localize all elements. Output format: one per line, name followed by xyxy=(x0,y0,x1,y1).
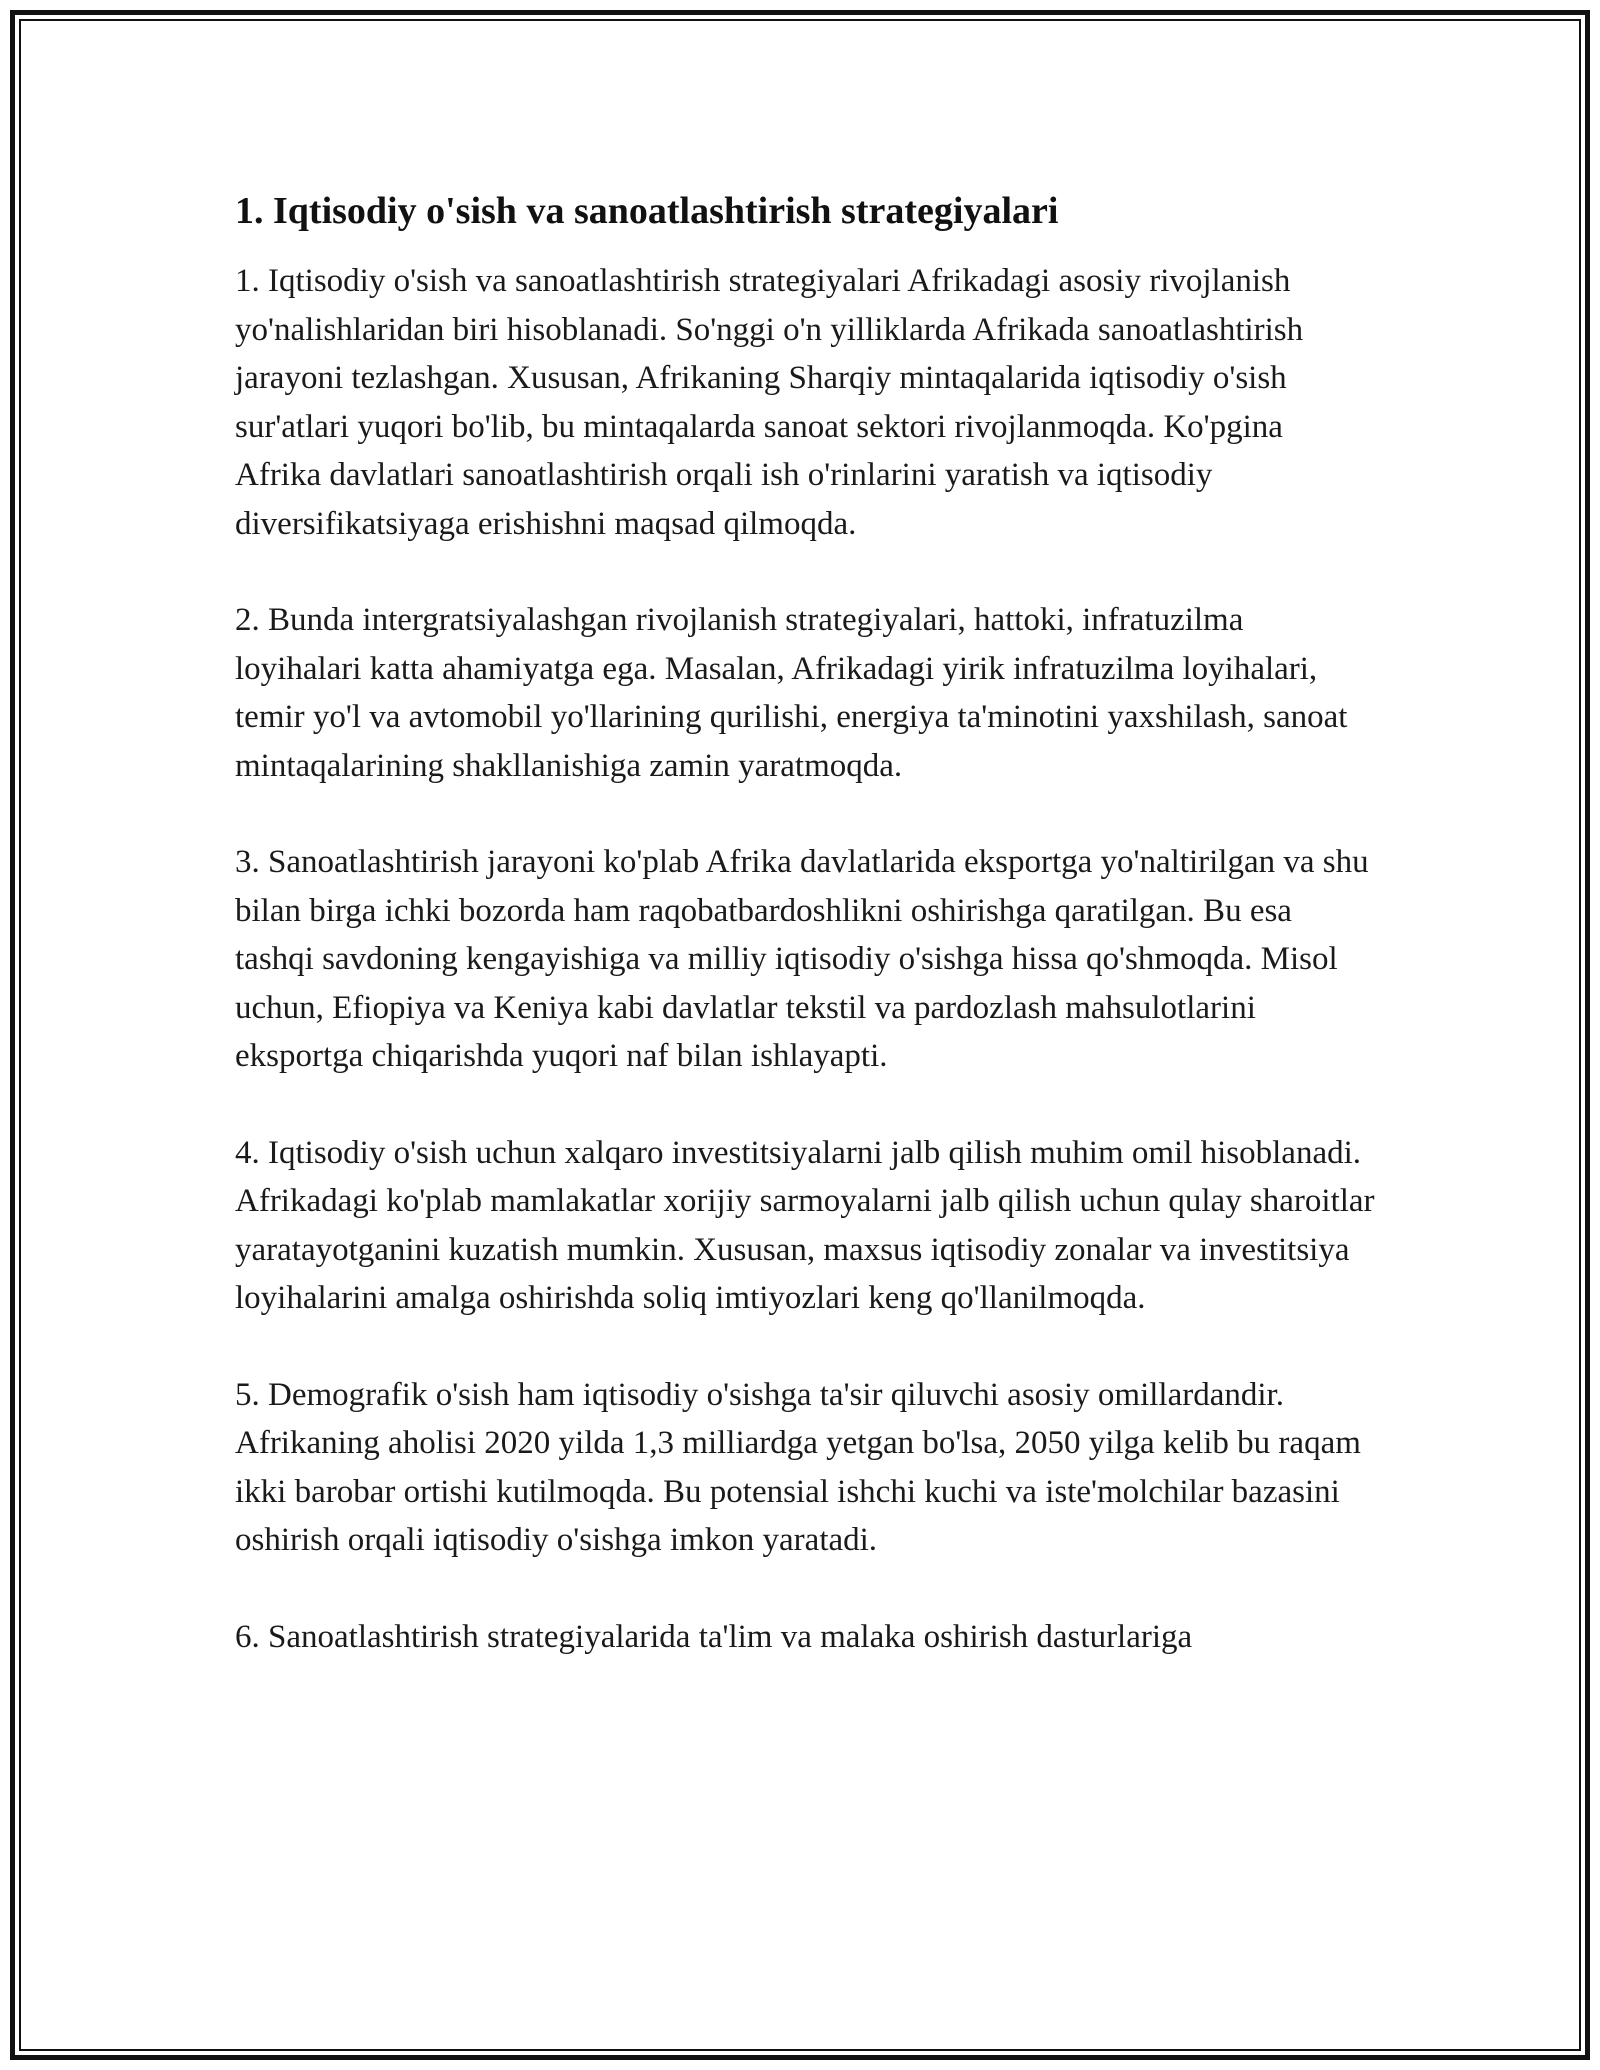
document-body xyxy=(235,185,1375,1709)
document-title: 1. Iqtisodiy o'sish va sanoatlashtirish strategiyalari xyxy=(235,190,1059,232)
paragraph-6: 6. Sanoatlashtirish strategiyalarida ta'lim va malaka oshirish dasturlariga xyxy=(235,1618,1193,1655)
paragraph-1: 1. Iqtisodiy o'sish va sanoatlashtirish strategiyalari Afrikadagi asosiy rivojlanish yo'nalishlaridan biri hisoblanadi. So'nggi o'n yilliklarda Afrikada sanoatlashtirish jarayoni tezlashgan. Xususan, Afrikaning Sharqiy mintaqalarida iqtisodiy o'sish sur'atlari yuqori bo'lib, bu mintaqalarda sanoat sektori rivojlanmoqda. Ko'pgina Afrika davlatlari sanoatlashtirish orqali ish o'rinlarini yaratish va iqtisodiy diversifikatsiyaga erishishni maqsad qilmoqda. xyxy=(235,263,1304,542)
paragraph-3: 3. Sanoatlashtirish jarayoni ko'plab Afrika davlatlarida eksportga yo'naltirilgan va shu bilan birga ichki bozorda ham raqobatbardoshlikni oshirishga qaratilgan. Bu esa tashqi savdoning kengayishiga va milliy iqtisodiy o'sishga hissa qo'shmoqda. Misol uchun, Efiopiya va Keniya kabi davlatlar tekstil va pardozlash mahsulotlarini eksportga chiqarishda yuqori naf bilan ishlayapti. xyxy=(235,844,1369,1074)
paragraph-5: 5. Demografik o'sish ham iqtisodiy o'sishga ta'sir qiluvchi asosiy omillardandir. Afrikaning aholisi 2020 yilda 1,3 milliardga yetgan bo'lsa, 2050 yilga kelib bu raqam ikki barobar ortishi kutilmoqda. Bu potensial ishchi kuchi va iste'molchilar bazasini oshirish orqali iqtisodiy o'sishga imkon yaratadi. xyxy=(235,1376,1361,1558)
paragraph-4: 4. Iqtisodiy o'sish uchun xalqaro investitsiyalarni jalb qilish muhim omil hisoblanadi. Afrikadagi ko'plab mamlakatlar xorijiy sarmoyalarni jalb qilish uchun qulay sharoitlar yaratayotganini kuzatish mumkin. Xususan, maxsus iqtisodiy zonalar va investitsiya loyihalarini amalga oshirishda soliq imtiyozlari keng qo'llanilmoqda. xyxy=(235,1134,1375,1316)
paragraph-2: 2. Bunda intergratsiyalashgan rivojlanish strategiyalari, hattoki, infratuzilma loyihalari katta ahamiyatga ega. Masalan, Afrikadagi yirik infratuzilma loyihalari, temir yo'l va avtomobil yo'llarining qurilishi, energiya ta'minotini yaxshilash, sanoat mintaqalarining shakllanishiga zamin yaratmoqda. xyxy=(235,602,1348,784)
